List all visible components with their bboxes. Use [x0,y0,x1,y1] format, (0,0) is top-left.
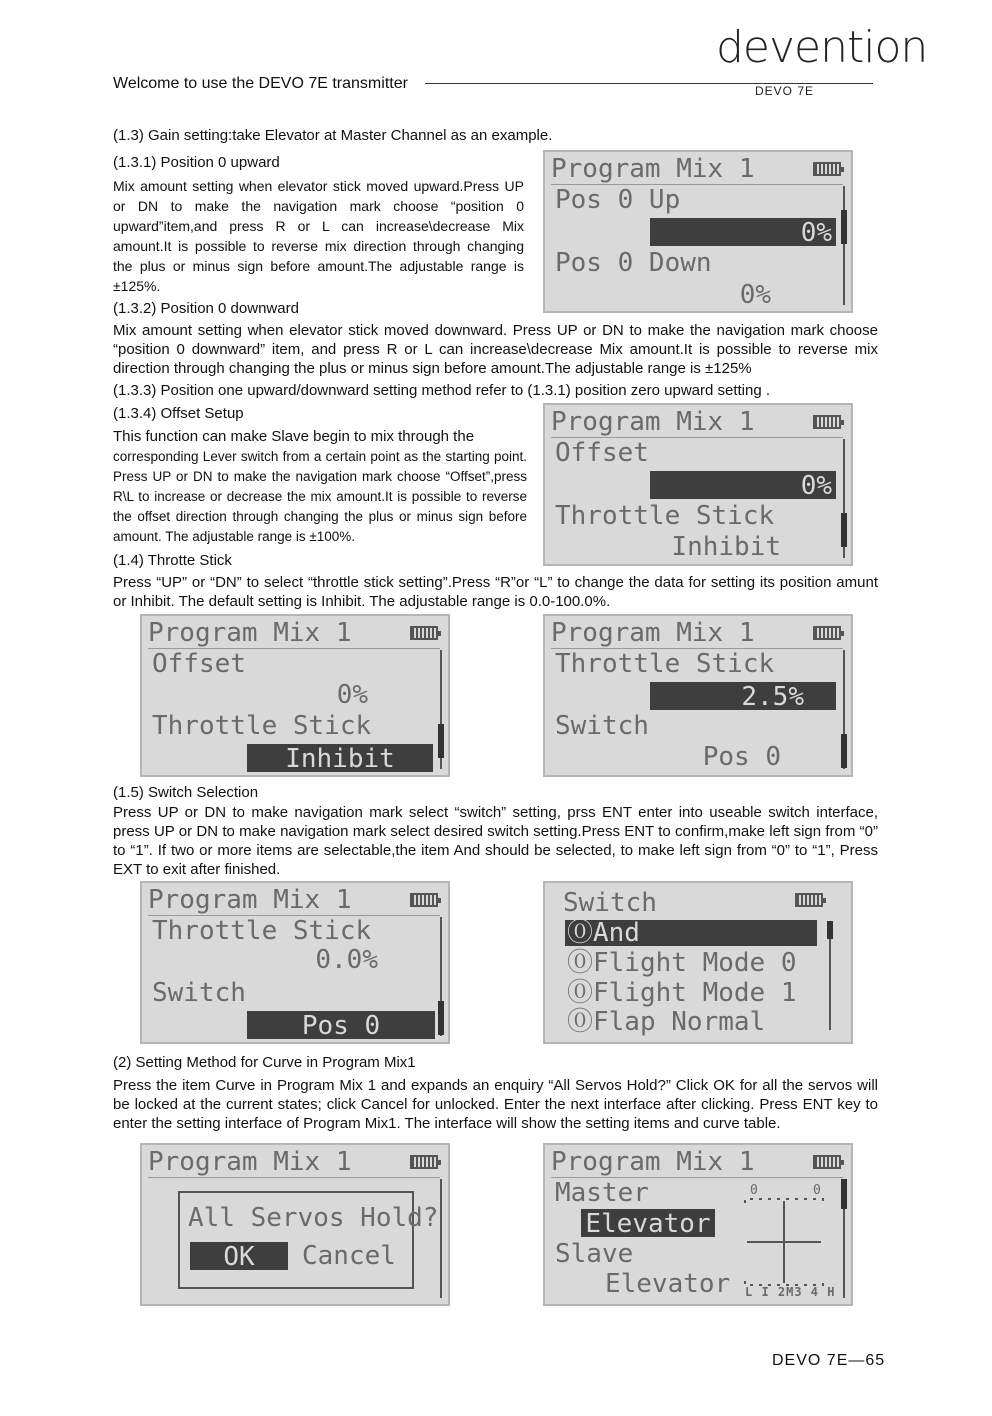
screen-title: Program Mix 1 [148,885,352,915]
screen-title: Program Mix 1 [551,154,755,184]
switch-item: ⓪Flight Mode 0 [567,948,797,978]
scrollbar-thumb [827,921,833,939]
header-title: Welcome to use the DEVO 7E transmitter [113,75,408,92]
section-1-3-1-body: Mix amount setting when elevator stick moved upward.Press UP or DN to make the navigation mark choose “position 0 upward”item,and press R or L can increase\decrease Mix amount.It is possible to reverse mix direction through changing the plus or minus sign before amount.The adjustable range is ±125%. [113,178,524,294]
lcd-screen-throttle-value [543,614,853,777]
cancel-button: Cancel [302,1241,396,1271]
menu-label: Throttle Stick [555,501,775,531]
selected-value: Elevator [581,1209,715,1237]
section-1-4-heading: (1.4) Throtte Stick [113,552,232,569]
curve-top-right-label: 0 [813,1183,821,1198]
screen-title: Program Mix 1 [148,618,352,648]
battery-icon [410,1155,438,1169]
selected-value: Pos 0 [247,1011,435,1039]
curve-graph-icon [743,1197,827,1287]
scrollbar [843,186,845,305]
menu-label: Master [555,1178,649,1208]
screen-title: Program Mix 1 [551,618,755,648]
section-1-3-4-body-b: corresponding Lever switch from a certain point as the starting point. Press UP or DN to make the navigation mark choose “Offset”,press R\L to increase or decrease the mix amount.It is possible to reverse the offset direction through changing the plus or minus sign before amount. The adjustable range is ±100%. [113,449,527,544]
section-1-5-body: Press UP or DN to make navigation mark select “switch” setting, prss ENT enter into useable switch interface, press UP or DN to make navigation mark select desired switch setting.Press ENT to confirm,make left sign from “0” to “1”. If two or more items are selectable,the item And should be selected, to make left sign from “0” to “1”, Press EXT to exit after finished. [113,804,878,878]
menu-label: Pos 0 Up [555,185,681,215]
curve-axis-labels: L I 2M3 4 H [745,1285,836,1299]
menu-label: Throttle Stick [555,649,775,679]
menu-value: Inhibit [671,532,781,562]
battery-icon [813,1155,841,1169]
selected-value: 0% [650,218,836,246]
battery-icon [813,415,841,429]
menu-label: Switch [555,711,649,741]
section-1-3-1-heading: (1.3.1) Position 0 upward [113,154,280,171]
menu-value: 0% [739,280,771,310]
screen-title: Program Mix 1 [148,1147,352,1177]
scrollbar-thumb [841,734,847,768]
section-1-3-heading: (1.3) Gain setting:take Elevator at Master Channel as an example. [113,127,553,144]
menu-value: Elevator [605,1269,731,1299]
battery-icon [795,893,823,907]
lcd-screen-switch-list [543,881,853,1044]
page-number: DEVO 7E—65 [772,1352,886,1369]
section-2-heading: (2) Setting Method for Curve in Program Mix1 [113,1054,416,1071]
lcd-screen-offset [543,403,853,566]
screen-title: Switch [563,888,657,918]
menu-label: Switch [152,978,246,1008]
brand-logo: devention [716,22,928,73]
section-1-4-body: Press “UP” or “DN” to select “throttle stick setting”.Press “R”or “L” to change the data for setting its position amunt or Inhibit. The default setting is Inhibit. The adjustable range is 0.0-100.0%. [113,574,878,610]
selected-value: Inhibit [247,744,433,772]
menu-value: 0.0% [315,945,378,975]
scrollbar-thumb [438,724,444,758]
menu-value: 0% [336,680,368,710]
menu-label: Pos 0 Down [555,248,712,278]
section-1-5-heading: (1.5) Switch Selection [113,784,259,801]
lcd-screen-curve [543,1143,853,1306]
brand-model: DEVO 7E [755,84,815,98]
selected-value: 2.5% [650,682,836,710]
scrollbar-thumb [841,1179,847,1209]
section-1-3-4-body-a: This function can make Slave begin to mix through the [113,428,475,445]
scrollbar-thumb [841,210,847,244]
screen-title: Program Mix 1 [551,1147,755,1177]
switch-item-selected: ⓪And [565,920,817,946]
dialog-question: All Servos Hold? [188,1203,439,1233]
section-1-3-3-text: (1.3.3) Position one upward/downward setting method refer to (1.3.1) position zero upward setting . [113,382,771,399]
section-1-3-4-heading: (1.3.4) Offset Setup [113,405,244,422]
lcd-screen-servos-hold [140,1143,450,1306]
menu-label: Throttle Stick [152,711,372,741]
section-1-3-2-body: Mix amount setting when elevator stick moved downward. Press UP or DN to make the navigation mark choose “position 0 downward” item, and press R or L can increase\decrease Mix amount.It is possible to reverse mix direction through changing the plus or minus sign before amount.The adjustable range is ±125% [113,322,878,377]
curve-top-left-label: 0 [750,1183,758,1198]
menu-label: Throttle Stick [152,916,372,946]
section-2-body: Press the item Curve in Program Mix 1 and expands an enquiry “All Servos Hold?” Click OK for all the servos will be locked at the current states; click Cancel for unlocked. Enter the next interface after clicking. Press ENT key to enter the setting interface of Program Mix1. The interface will show the setting items and curve table. [113,1077,878,1132]
scrollbar-thumb [841,513,847,547]
lcd-screen-switch-pos [140,881,450,1044]
lcd-screen-pos0 [543,150,853,313]
menu-label: Slave [555,1239,634,1269]
menu-label: Offset [152,649,246,679]
selected-value: 0% [650,471,836,499]
section-1-3-2-heading: (1.3.2) Position 0 downward [113,300,299,317]
switch-item: ⓪Flight Mode 1 [567,978,797,1008]
switch-item: ⓪Flap Normal [567,1007,766,1037]
battery-icon [813,626,841,640]
menu-value: Pos 0 [702,742,781,772]
screen-title: Program Mix 1 [551,407,755,437]
ok-button: OK [190,1242,288,1270]
scrollbar [440,1179,442,1298]
battery-icon [410,893,438,907]
scrollbar-thumb [438,1001,444,1035]
lcd-screen-throttle-inhibit [140,614,450,777]
menu-label: Offset [555,438,649,468]
title-divider [148,1177,440,1178]
battery-icon [813,162,841,176]
battery-icon [410,626,438,640]
